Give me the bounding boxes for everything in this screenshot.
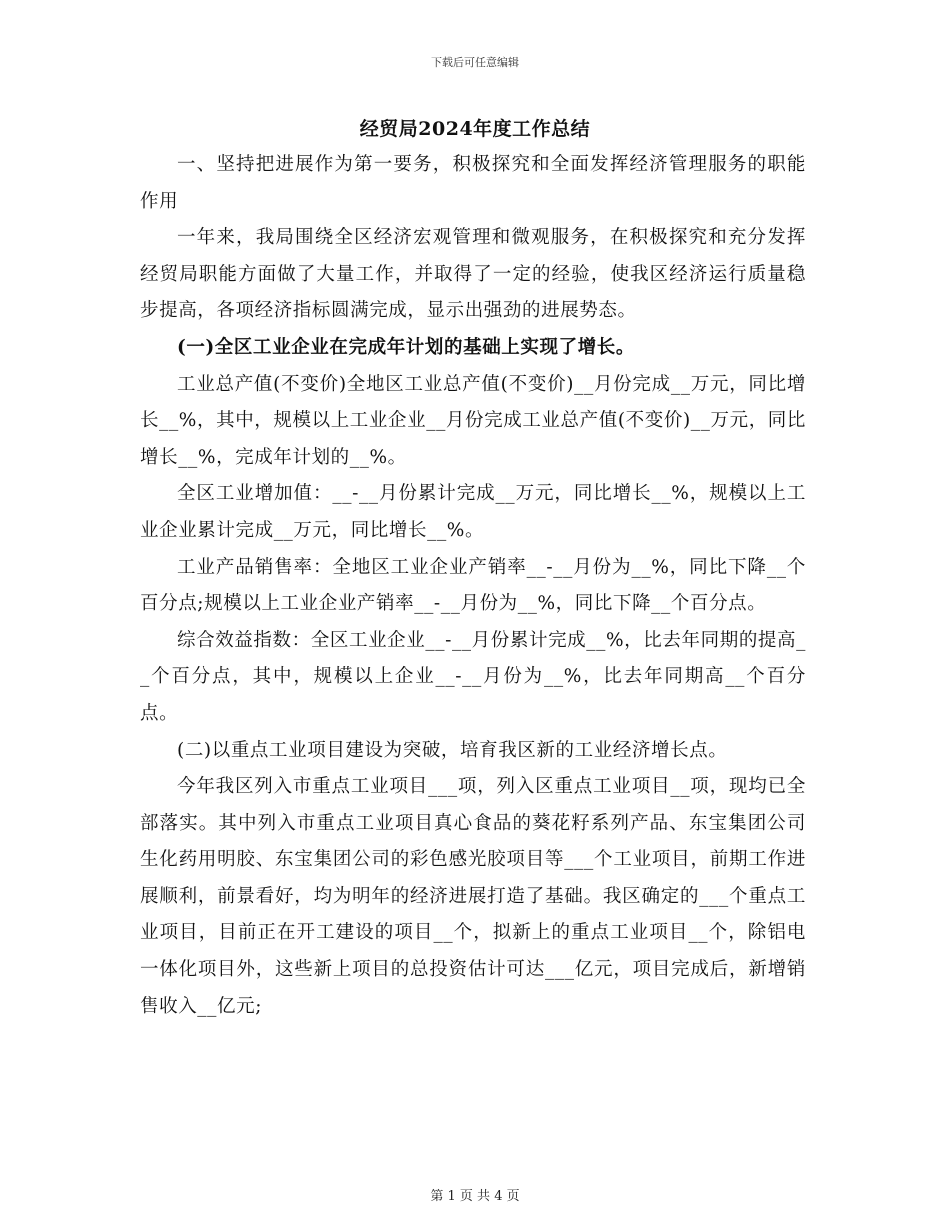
document-body xyxy=(140,147,806,1025)
page-number-footer: 第 1 页 共 4 页 xyxy=(430,1189,520,1204)
paragraph-efficiency-index: 综合效益指数：全区工业企业__-__月份累计完成__%，比去年同期的提高__个百分点，其中，规模以上企业__-__月份为__%，比去年同期高__个百分点。 xyxy=(140,629,806,724)
paragraph-subheading-1: (一)全区工业企业在完成年计划的基础上实现了增长。 xyxy=(177,336,636,358)
page-header-note: 下载后可任意编辑 xyxy=(431,56,519,69)
paragraph-subheading-2: (二)以重点工业项目建设为突破，培育我区新的工业经济增长点。 xyxy=(177,739,728,761)
paragraph-overview: 一年来，我局围绕全区经济宏观管理和微观服务，在积极探究和充分发挥经贸局职能方面做了大量工作，并取得了一定的经验，使我区经济运行质量稳步提高，各项经济指标圆满完成，显示出强劲的进展势态。 xyxy=(140,227,806,322)
paragraph-key-projects: 今年我区列入市重点工业项目___项，列入区重点工业项目__项，现均已全部落实。其中列入市重点工业项目真心食品的葵花籽系列产品、东宝集团公司生化药用明胶、东宝集团公司的彩色感光胶项目等___个工业项目，前期工作进展顺利，前景看好，均为明年的经济进展打造了基础。我区确定的___个重点工业项目，目前正在开工建设的项目__个，拟新上的重点工业项目__个，除铝电一体化项目外，这些新上项目的总投资估计可达___亿元，项目完成后，新增销售收入__亿元; xyxy=(140,776,806,1017)
paragraph-section-heading: 一、坚持把进展作为第一要务，积极探究和全面发挥经济管理服务的职能作用 xyxy=(140,154,806,212)
document-title: 经贸局2024年度工作总结 xyxy=(359,118,591,140)
paragraph-industrial-output: 工业总产值(不变价)全地区工业总产值(不变价)__月份完成__万元，同比增长__%，其中，规模以上工业企业__月份完成工业总产值(不变价)__万元，同比增长__%，完成年计划的__%。 xyxy=(140,373,806,468)
paragraph-sales-rate: 工业产品销售率：全地区工业企业产销率__-__月份为__%，同比下降__个百分点;规模以上工业企业产销率__-__月份为__%，同比下降__个百分点。 xyxy=(140,556,806,615)
paragraph-industrial-added-value: 全区工业增加值：__-__月份累计完成__万元，同比增长__%，规模以上工业企业累计完成__万元，同比增长__%。 xyxy=(140,483,806,541)
